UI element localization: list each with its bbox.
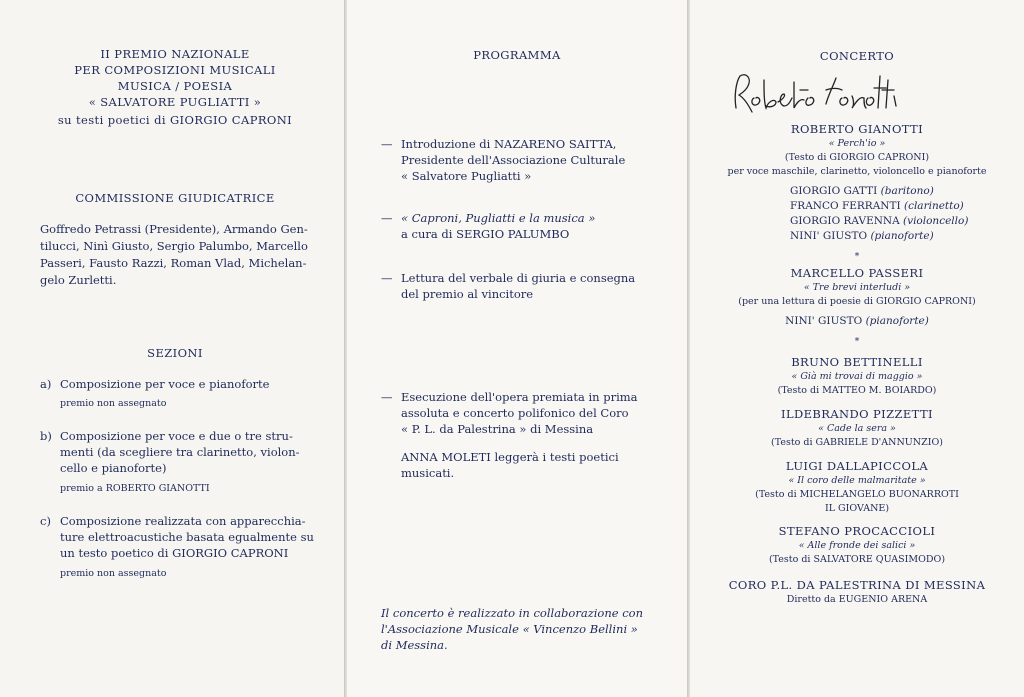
- performer-role: (violoncello): [903, 215, 969, 227]
- program-item-3: [381, 270, 671, 302]
- reader-line: ANNA MOLETI leggerà i testi poetici: [401, 450, 619, 464]
- section-result: premio non assegnato: [60, 568, 167, 579]
- performers-list: [790, 184, 1018, 244]
- section-letter: b): [40, 429, 52, 443]
- performer: [790, 214, 1018, 229]
- handwritten-signature: [730, 68, 900, 122]
- program-line: Lettura del verbale di giuria e consegna: [401, 271, 636, 285]
- performer-role: (pianoforte): [870, 230, 934, 242]
- program-line: assoluta e concerto polifonico del Coro: [401, 406, 629, 420]
- section-result: premio non assegnato: [60, 398, 167, 409]
- composer-name: STEFANO PROCACCIOLI: [778, 524, 936, 538]
- collaboration-note: [381, 605, 681, 653]
- text-credit: (per una lettura di poesie di GIORGIO CAPRONI): [738, 296, 976, 307]
- composer-name: MARCELLO PASSERI: [790, 266, 924, 280]
- performer-name: NINI' GIUSTO: [785, 315, 863, 327]
- middle-panel: [347, 0, 687, 697]
- performer: [696, 314, 1018, 329]
- commission-line: tilucci, Ninì Giusto, Sergio Palumbo, Marcello: [40, 239, 308, 253]
- title-line: II PREMIO NAZIONALE: [100, 47, 250, 61]
- program-line: Esecuzione dell'opera premiata in prima: [401, 390, 638, 404]
- program-line: Presidente dell'Associazione Culturale: [401, 153, 626, 167]
- composer-name: BRUNO BETTINELLI: [791, 355, 923, 369]
- commission-line: Goffredo Petrassi (Presidente), Armando Gen-: [40, 222, 308, 236]
- program-line: a cura di SERGIO PALUMBO: [401, 227, 570, 241]
- section-c: [40, 513, 330, 581]
- text-credit: (Testo di SALVATORE QUASIMODO): [768, 554, 946, 565]
- program-line: Introduzione di NAZARENO SAITTA,: [401, 137, 617, 151]
- dash-bullet: —: [381, 211, 393, 225]
- section-letter: c): [40, 514, 51, 528]
- program-heading: PROGRAMMA: [473, 48, 561, 62]
- work-title: « Già mi trovai di maggio »: [791, 371, 923, 382]
- commission-heading: COMMISSIONE GIUDICATRICE: [75, 191, 275, 205]
- commission-line: gelo Zurletti.: [40, 273, 117, 287]
- performer-name: FRANCO FERRANTI: [790, 200, 901, 212]
- section-line: menti (da scegliere tra clarinetto, violon-: [60, 445, 300, 459]
- program-item-4: [381, 389, 671, 481]
- title-line: PER COMPOSIZIONI MUSICALI: [74, 63, 276, 77]
- title-line: su testi poetici di GIORGIO CAPRONI: [57, 113, 293, 127]
- performer-name: GIORGIO GATTI: [790, 185, 878, 197]
- work-title: « Cade la sera »: [818, 423, 896, 434]
- text-credit: (Testo di GIORGIO CAPRONI): [784, 152, 930, 163]
- program-item-2: [381, 210, 671, 242]
- performer-name: NINI' GIUSTO: [790, 230, 868, 242]
- commission-line: Passeri, Fausto Razzi, Roman Vlad, Michelan-: [40, 256, 307, 270]
- text-credit: IL GIOVANE): [824, 503, 890, 514]
- right-panel: [690, 0, 1024, 697]
- sections-heading: SEZIONI: [147, 346, 203, 360]
- text-credit: (Testo di MATTEO M. BOIARDO): [777, 385, 937, 396]
- section-line: Composizione per voce e pianoforte: [60, 377, 270, 391]
- reader-line: musicati.: [401, 466, 455, 480]
- section-a: [40, 376, 330, 411]
- prize-title: [20, 46, 330, 128]
- separator-star: *: [854, 337, 860, 347]
- text-credit: (Testo di MICHELANGELO BUONARROTI: [755, 489, 959, 500]
- section-line: cello e pianoforte): [60, 461, 167, 475]
- dash-bullet: —: [381, 271, 393, 285]
- scoring-note: per voce maschile, clarinetto, violoncello e pianoforte: [727, 166, 987, 177]
- section-result: premio a ROBERTO GIANOTTI: [60, 483, 210, 494]
- concert-program: [696, 121, 1018, 607]
- left-panel: [0, 0, 344, 697]
- program-line: « Caproni, Pugliatti e la musica »: [401, 211, 596, 225]
- work-title: « Alle fronde dei salici »: [798, 540, 916, 551]
- section-line: Composizione per voce e due o tre stru-: [60, 429, 293, 443]
- performer-role: (pianoforte): [865, 315, 929, 327]
- commission-list: [40, 221, 330, 289]
- section-line: un testo poetico di GIORGIO CAPRONI: [60, 546, 289, 560]
- section-b: [40, 428, 330, 496]
- performer-role: (baritono): [880, 185, 934, 197]
- note-line: di Messina.: [381, 638, 448, 652]
- program-line: « Salvatore Pugliatti »: [401, 169, 532, 183]
- performer-name: GIORGIO RAVENNA: [790, 215, 900, 227]
- separator-star: *: [854, 252, 860, 262]
- work-title: « Perch'io »: [828, 138, 886, 149]
- performer: [790, 184, 1018, 199]
- section-line: Composizione realizzata con apparecchia-: [60, 514, 306, 528]
- program-line: « P. L. da Palestrina » di Messina: [401, 422, 594, 436]
- composer-name: LUIGI DALLAPICCOLA: [785, 459, 929, 473]
- choir-director: Diretto da EUGENIO ARENA: [786, 594, 928, 605]
- program-line: del premio al vincitore: [401, 287, 534, 301]
- work-title: « Tre brevi interludi »: [803, 282, 911, 293]
- section-line: ture elettroacustiche basata egualmente su: [60, 530, 314, 544]
- program-item-1: [381, 136, 671, 184]
- composer-name: ROBERTO GIANOTTI: [790, 122, 924, 136]
- text-credit: (Testo di GABRIELE D'ANNUNZIO): [771, 437, 943, 448]
- title-line: « SALVATORE PUGLIATTI »: [88, 95, 262, 109]
- concert-heading: CONCERTO: [819, 49, 895, 63]
- composer-name: ILDEBRANDO PIZZETTI: [781, 407, 933, 421]
- dash-bullet: —: [381, 390, 393, 404]
- performer: [790, 229, 1018, 244]
- work-title: « Il coro delle malmaritate »: [788, 475, 926, 486]
- title-line: MUSICA / POESIA: [117, 79, 233, 93]
- section-letter: a): [40, 377, 52, 391]
- performer: [790, 199, 1018, 214]
- choir-name: CORO P.L. DA PALESTRINA DI MESSINA: [728, 578, 986, 592]
- dash-bullet: —: [381, 137, 393, 151]
- performer-role: (clarinetto): [903, 200, 964, 212]
- note-line: l'Associazione Musicale « Vincenzo Bellini »: [381, 622, 638, 636]
- note-line: Il concerto è realizzato in collaborazione con: [381, 606, 643, 620]
